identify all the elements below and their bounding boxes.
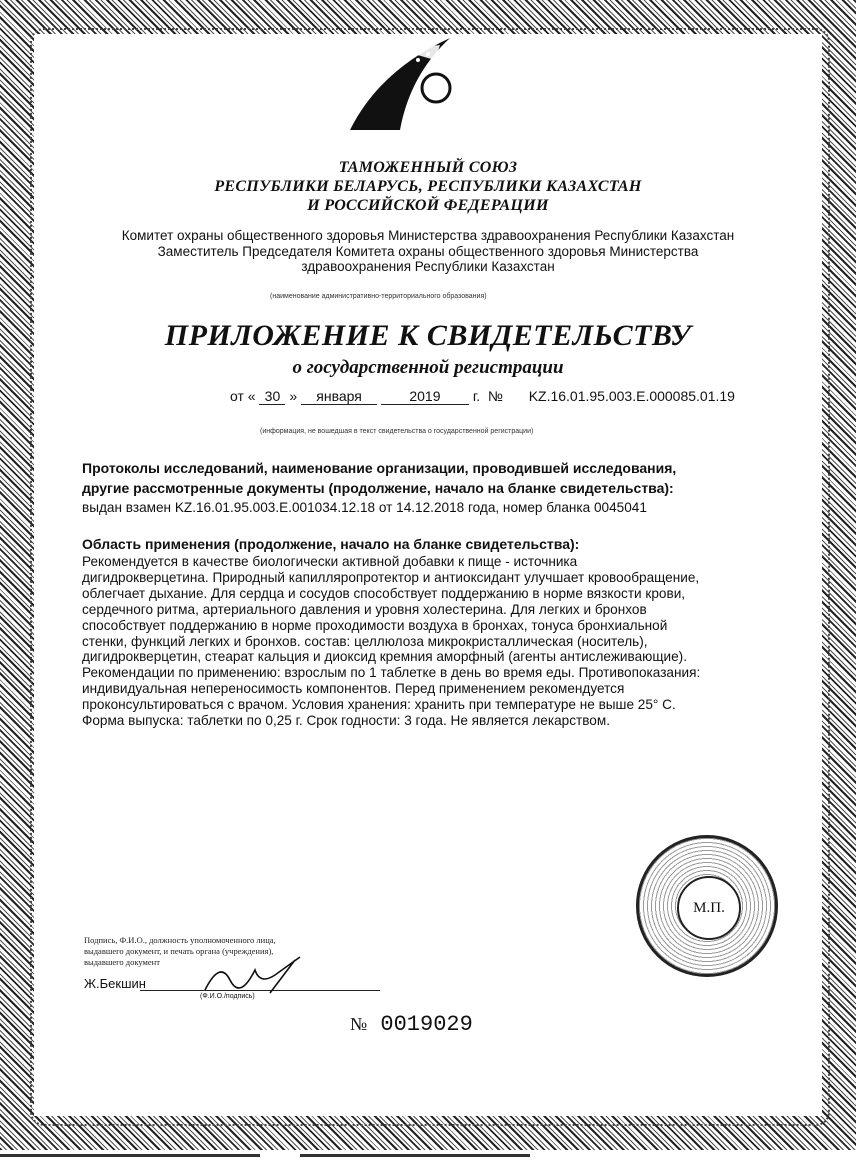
seal-mp: М.П. (677, 876, 741, 940)
certificate-number: KZ.16.01.95.003.E.000085.01.19 (528, 388, 735, 404)
scope-line: Форма выпуска: таблетки по 0,25 г. Срок годности: 3 года. Не является лекарством. (82, 713, 610, 729)
date-number-line (230, 388, 757, 405)
union-line: ТАМОЖЕННЫЙ СОЮЗ (338, 159, 518, 176)
scope-section (82, 534, 700, 729)
handwritten-signature-icon (200, 955, 310, 995)
scope-line: дигидрокверцетин, стеарат кальция и диоксид кремния аморфный (агенты антислеживающие). (82, 649, 687, 665)
document-subtitle: о государственной регистрации (292, 357, 564, 378)
number-sign: № (487, 388, 503, 404)
union-line: И РОССИЙСКОЙ ФЕДЕРАЦИИ (307, 197, 549, 214)
protocols-text: выдан взамен KZ.16.01.95.003.E.001034.12.18 от 14.12.2018 года, номер бланка 0045041 (82, 500, 647, 515)
committee-line: Заместитель Председателя Комитета охраны общественного здоровья Министерства (157, 243, 699, 259)
customs-union-emblem-icon (340, 30, 470, 135)
scope-line: стенки, функций легких и бронхов. состав: целлюлоза микрокристаллическая (носитель), (82, 633, 648, 649)
scope-heading: Область применения (продолжение, начало на бланке свидетельства): (82, 536, 580, 552)
signature-label: выдавшего документ, и печать органа (учреждения), (84, 946, 274, 956)
signature-sub-caption: (Ф.И.О./подпись) (200, 993, 255, 1000)
date-quote: » (289, 388, 298, 404)
scope-line: проконсультироваться с врачом. Условия хранения: хранить при температуре не выше 25° С. (82, 697, 676, 713)
protocols-heading: Протоколы исследований, наименование организации, проводившей исследования, (82, 460, 677, 476)
date-month: января (301, 388, 377, 405)
date-g: г. (472, 388, 481, 404)
scope-line: сердечного ритма, артериального давления и уровня холестерина. Для легких и бронхов (82, 601, 647, 617)
scan-edge (0, 1150, 856, 1164)
document-title: ПРИЛОЖЕНИЕ К СВИДЕТЕЛЬСТВУ (164, 319, 692, 352)
date-year: 2019 (381, 388, 469, 405)
blank-number-value: 0019029 (380, 1012, 473, 1037)
scope-line: Рекомендуется в качестве биологически активной добавки к пище - источника (82, 554, 578, 569)
scope-line: Рекомендации по применению: взрослым по 1 таблетке в день во время еды. Противопоказания: (82, 665, 701, 681)
date-from: от « (230, 388, 256, 404)
union-line: РЕСПУБЛИКИ БЕЛАРУСЬ, РЕСПУБЛИКИ КАЗАХСТАН (214, 178, 642, 195)
scope-line: дигидрокверцетина. Природный капилляропротектор и антиоксидант улучшает кровообращение, (82, 569, 700, 585)
info-caption: (информация, не вошедшая в текст свидетельства о государственной регистрации) (260, 428, 534, 435)
date-day: 30 (259, 388, 285, 405)
official-seal (636, 835, 778, 977)
committee-line: Комитет охраны общественного здоровья Министерства здравоохранения Республики Казахстан (121, 228, 735, 243)
committee-line: здравоохранения Республики Казахстан (301, 259, 555, 274)
protocols-heading: другие рассмотренные документы (продолжение, начало на бланке свидетельства): (82, 480, 674, 496)
signer-name: Ж.Бекшин (84, 976, 146, 991)
blank-number-sign: № (350, 1014, 368, 1034)
signature-label: Подпись, Ф.И.О., должность уполномоченного лица, (84, 935, 276, 945)
blank-number (350, 1012, 473, 1037)
scope-line: индивидуальная непереносимость компонентов. Перед применением рекомендуется (82, 681, 625, 697)
scope-line: облегчает дыхание. Для сердца и сосудов способствует поддержанию в норме вязкости крови, (82, 585, 686, 601)
scope-line: способствует поддержанию в норме проходимости воздуха в бронхах, тонуса бронхиальной (82, 617, 668, 633)
signature-label: выдавшего документ (84, 957, 160, 967)
protocols-section (82, 458, 676, 516)
admin-caption: (наименование административно-территориального образования) (270, 293, 487, 300)
